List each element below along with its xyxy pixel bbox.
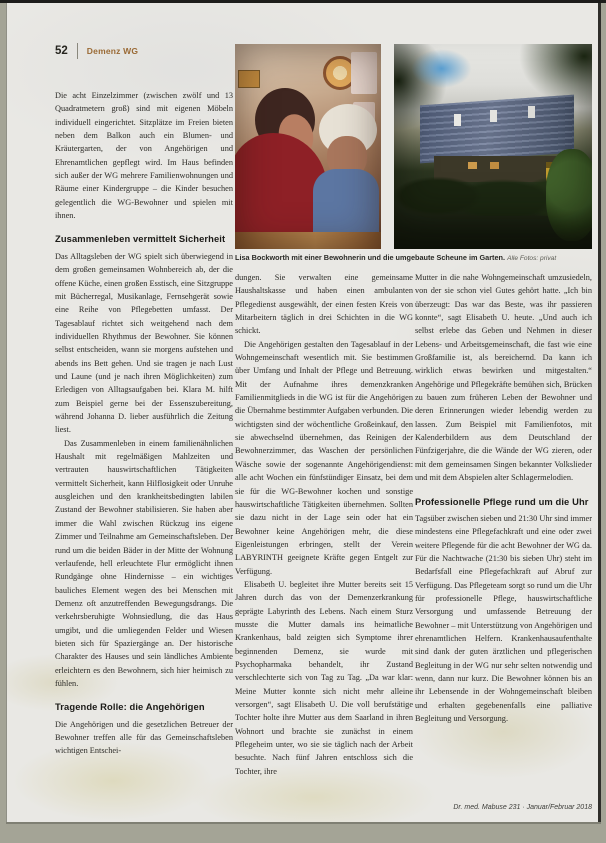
page-surface xyxy=(6,3,601,822)
photo-credit: Alle Fotos: privat xyxy=(507,255,557,262)
subheading-professionelle-pflege: Professionelle Pflege rund um die Uhr xyxy=(415,495,589,507)
paragraph: Tagsüber zwischen sieben und 21:30 Uhr sind immer mindestens eine Pflegefachkraft und eine oder zwei weitere Pflegende für die acht Bewohner der WG da. Für die Nachtwache (21:30 bis sieben Uhr) steht im Bedarfsfall eine Pflegefachkraft auf Abruf zur Verfügung. Das Pflegeteam sorgt so rund um die Uhr für professionelle Pflege, hauswirtschaftliche Versorgung und umfassende Betreuung der Bewohner – mit Unterstützung von Angehörigen und ehrenamtlichen Helfern. Krankenhausaufenthalte sind dank der guten ärztlichen und pflegerischen Begleitung in der WG nur sehr selten notwendig und wenn, dann nur kurz. Die Bewohner können bis an ihr Lebensende in der Wohngemeinschaft bleiben und erhalten gegebenenfalls eine palliative Begleitung und Versorgung. xyxy=(415,514,592,724)
page-header xyxy=(55,43,138,59)
subheading-zusammenleben: Zusammenleben vermittelt Sicherheit xyxy=(55,233,226,245)
subheading-angehoerige: Tragende Rolle: die Angehörigen xyxy=(55,701,205,713)
page-number: 52 xyxy=(55,45,68,57)
paragraph: Die Angehörigen gestalten den Tagesablauf in der Wohngemeinschaft wesentlich mit. Sie bestimmen über Umfang und Inhalt der Pflege und Betreuung. Mit der Aufnahme ihres demenzkranken Familienmitglieds in die WG ist für die Angehörigen die Übernahme bestimmter Aufgaben verbunden. Die wichtigsten sind der wöchentliche Großeinkauf, den sie abwechselnd übernehmen, das Reinigen der Bewohnerzimmer, das Waschen der persönlichen Wäsche sowie der sogenannte Angehörigendienst: alle acht Wochen ein fünfstündiger Einsatz, bei dem sie für die WG-Bewohner kochen und sonstige hauswirtschaftliche Tätigkeiten übernehmen. Sollten sie dazu nicht in der Lage sein oder hat ein Bewohner keine Angehörigen mehr, die diese Eigenleistungen erbringen, stellt der Verein LABYRINTH geeignete Kräfte gegen Entgelt zur Verfügung. xyxy=(235,339,413,576)
caption-text: Lisa Bockworth mit einer Bewohnerin und die umgebaute Scheune im Garten. xyxy=(235,253,506,262)
photo-caregiver-and-resident xyxy=(235,44,381,249)
paragraph: dungen. Sie verwalten eine gemeinsame Haushaltskasse und haben einen ambulanten Pflegedienst ausgewählt, der einen festen Kreis von Mitarbeitern täglich in drei Schichten in die WG schickt. xyxy=(235,273,413,336)
article-column-left xyxy=(55,89,233,815)
photo-caption xyxy=(235,253,592,263)
paragraph: Elisabeth U. begleitet ihre Mutter bereits seit 15 Jahren durch das von der Demenzerkrankung geprägte Labyrinth des Lebens. Nach einem Sturz musste die Mutter damals ins heimatliche Krankenhaus, bald zeigten sich Symptome ihrer beginnenden Demenz, sie wurde mit Psychopharmaka behandelt, ihr Zustand verschlechterte sich von Tag zu Tag. „Da war klar: Meine Mutter konnte sich nicht mehr alleine versorgen“, sagt Elisabeth U. Die voll berufstätige Tochter holte ihre Mutter aus dem Saarland in ihren Wohnort und brachte sie zunächst in einem Pflegeheim unter, wo sie sie täglich nach der Arbeit besuchte. Nach fünf Jahren entschloss sich die Tochter, ihre xyxy=(235,579,413,776)
paragraph: Das Zusammenleben in einem familienähnlichen Haushalt mit regelmäßigen Mahlzeiten und vertrauten hauswirtschaftlichen Tätigkeiten vermittelt Sicherheit, kann Hilflosigkeit oder Unruhe ausgleichen und den krankheitsbedingten labilen Zustand der Bewohner stabilisieren. Sie haben aber immer die Wahl zwischen Rückzug ins eigene Zimmer und Teilnahme am Gemeinschaftsleben. Der rund um die beiden Bäder in der Mitte der Wohnung verlaufende, hell erleuchtete Flur ermöglicht ihnen Rundgänge ohne Hindernisse – ein wichtiges bauliches Element wegen des bei Menschen mit Demenz oft anzutreffenden Bewegungsdrangs. Die verkehrsberuhigte Wohnsiedlung, die das Haus umgibt, und die umliegenden Felder und Wiesen bieten sich für Spaziergänge an. Der historische Charakter des Hauses und sein ländliches Ambiente erleichtern es den Bewohnern, sich hier heimisch zu fühlen. xyxy=(55,438,233,688)
header-divider xyxy=(77,43,78,59)
paragraph: Die acht Einzelzimmer (zwischen zwölf und 13 Quadratmetern groß) sind mit eigenen Möbeln individuell eingerichtet. Sitzplätze im Freien bieten neben dem Balkon auch ein Blumen- und Kräutergarten, der von Angehörigen und Ehrenamtlichen gepflegt wird. Im Haus befinden sich außer der WG mehrere Familienwohnungen und Räume einer Kindergruppe – die Kinder besuchen gelegentlich die WG-Bewohner und spielen mit ihnen. xyxy=(55,91,233,221)
photo-vignette xyxy=(394,44,592,249)
paragraph: Die Angehörigen und die gesetzlichen Betreuer der Bewohner treffen alle für das Gemeinschaftsleben wichtigen Entschei- xyxy=(55,719,233,756)
section-label: Demenz WG xyxy=(86,46,139,56)
article-column-middle xyxy=(235,271,413,817)
article-column-right xyxy=(415,271,592,817)
photo-vignette xyxy=(235,44,381,249)
paragraph: Das Alltagsleben der WG spielt sich überwiegend in dem großen gemeinsamen Wohnbereich ab, der die offene Küche, einen großen Esstisch, eine Sitzgruppe mit Bücherregal, Musikanlage, Fernsehgerät sowie eine Reihe von Pflegebetten umfasst. Der Tagesablauf richtet sich weitgehend nach dem individuellen Rhythmus der Bewohner. Sie können selbst entscheiden, wann sie morgens aufstehen und abends ins Bett gehen. Und sie tragen je nach Lust und Laune (und je nach ihren Möglichkeiten) zum Erledigen von Alltagsaufgaben bei. Klara M. hilft zum Beispiel gerne bei der Essenszubereitung, während Johanna D. lieber ausführlich die Zeitung liest. xyxy=(55,251,233,435)
photo-converted-barn-garden xyxy=(394,44,592,249)
paragraph: Mutter in die nahe Wohngemeinschaft umzusiedeln, von der sie schon viel Gutes gehört hatte. „Ich bin überzeugt: Das war das Beste, was ihr passieren konnte“, sagt Elisabeth U. heute. „Und auch ich selbst erlebe das Geben und Nehmen in dieser Lebens- und Arbeitsgemeinschaft, die fast wie eine Großfamilie ist, als bereichernd. Da kann ich wirklich etwas bewirken und mitgestalten.“ Angehörige und Pflegekräfte bemühen sich, Brücken zu bauen zum früheren Leben der Bewohner und deren Erinnerungen wieder lebendig werden zu lassen. Zum Beispiel mit Familienfotos, mit Kalenderbildern aus dem Deutschland der Fünfzigerjahre, die die Wände der WG zieren, oder mit dem gemeinsamen Singen bekannter Volkslieder und mit dem Abspielen alter Schlagermelodien. xyxy=(415,273,592,483)
journal-footer: Dr. med. Mabuse 231 · Januar/Februar 2018 xyxy=(453,804,592,811)
